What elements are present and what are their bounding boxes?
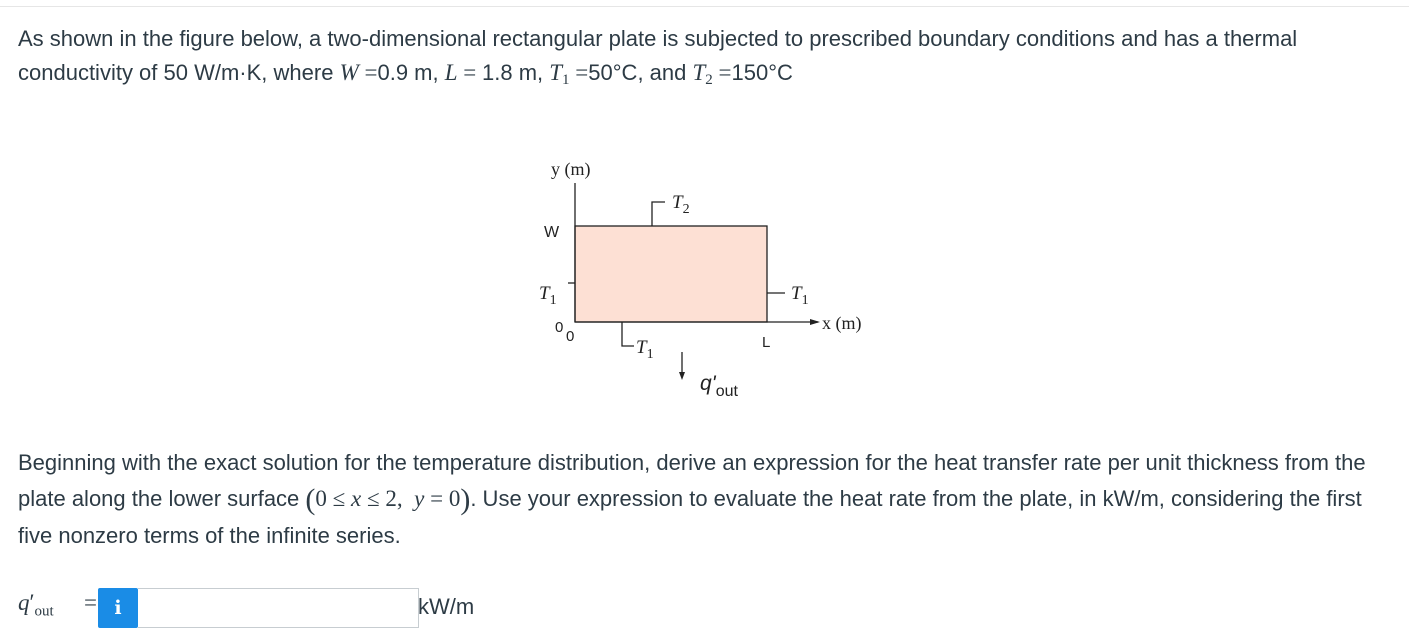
top-temp-label: $T_2$ <box>672 192 690 217</box>
origin-x-label: 0 <box>566 328 575 345</box>
x-axis-arrowhead <box>810 319 820 325</box>
t1-value: 50°C, and <box>588 60 693 85</box>
q-out-label: $q'_{out}$ <box>700 372 738 400</box>
t1-math: $T_1$ = <box>549 60 589 88</box>
plate-rect <box>575 226 767 322</box>
bottom-bc-bracket <box>622 322 634 346</box>
top-bc-bracket <box>652 202 665 226</box>
question-intro-text: Beginning with the exact solution for the temperature distribution, derive an expression for the heat transfer rate per unit thickness from the plate along the lower surface <box>18 450 1366 511</box>
question-end-text: . Use your expression to evaluate the heat rate from the plate, in kW/m, considering the first five nonzero terms of the infinite series. <box>18 486 1362 548</box>
l-value: 1.8 m, <box>482 60 550 85</box>
answer-equals: = <box>84 590 97 615</box>
w-math: W = <box>339 60 378 85</box>
t2-value: 150°C <box>731 60 793 85</box>
answer-row <box>18 588 618 628</box>
w-label: W <box>544 224 560 241</box>
l-label: L <box>762 334 771 351</box>
problem-intro-text: As shown in the figure below, a two-dimensional rectangular plate is subjected to prescribed boundary conditions and has a thermal conductivity of 50 W/m·K, where <box>18 26 1298 85</box>
bottom-temp-label: $T_1$ <box>636 337 654 362</box>
origin-y-label: 0 <box>555 319 564 336</box>
w-value: 0.9 m, <box>377 60 445 85</box>
t2-math: $T_2$ = <box>692 60 732 88</box>
info-icon[interactable]: i <box>98 588 138 628</box>
answer-input[interactable] <box>138 588 419 628</box>
answer-unit: kW/m <box>418 594 475 619</box>
x-axis-label: x (m) <box>822 313 862 333</box>
heat-flow-arrowhead <box>679 372 685 380</box>
question-statement <box>18 445 1393 554</box>
l-math: L = <box>444 60 477 85</box>
answer-symbol: $q'_{out}$ <box>18 590 54 620</box>
right-temp-label: $T_1$ <box>791 283 809 308</box>
surface-condition: (0 ≤ x ≤ 2, y = 0) <box>305 483 471 516</box>
left-temp-label: $T_1$ <box>539 283 557 308</box>
y-axis-label: y (m) <box>551 159 591 179</box>
